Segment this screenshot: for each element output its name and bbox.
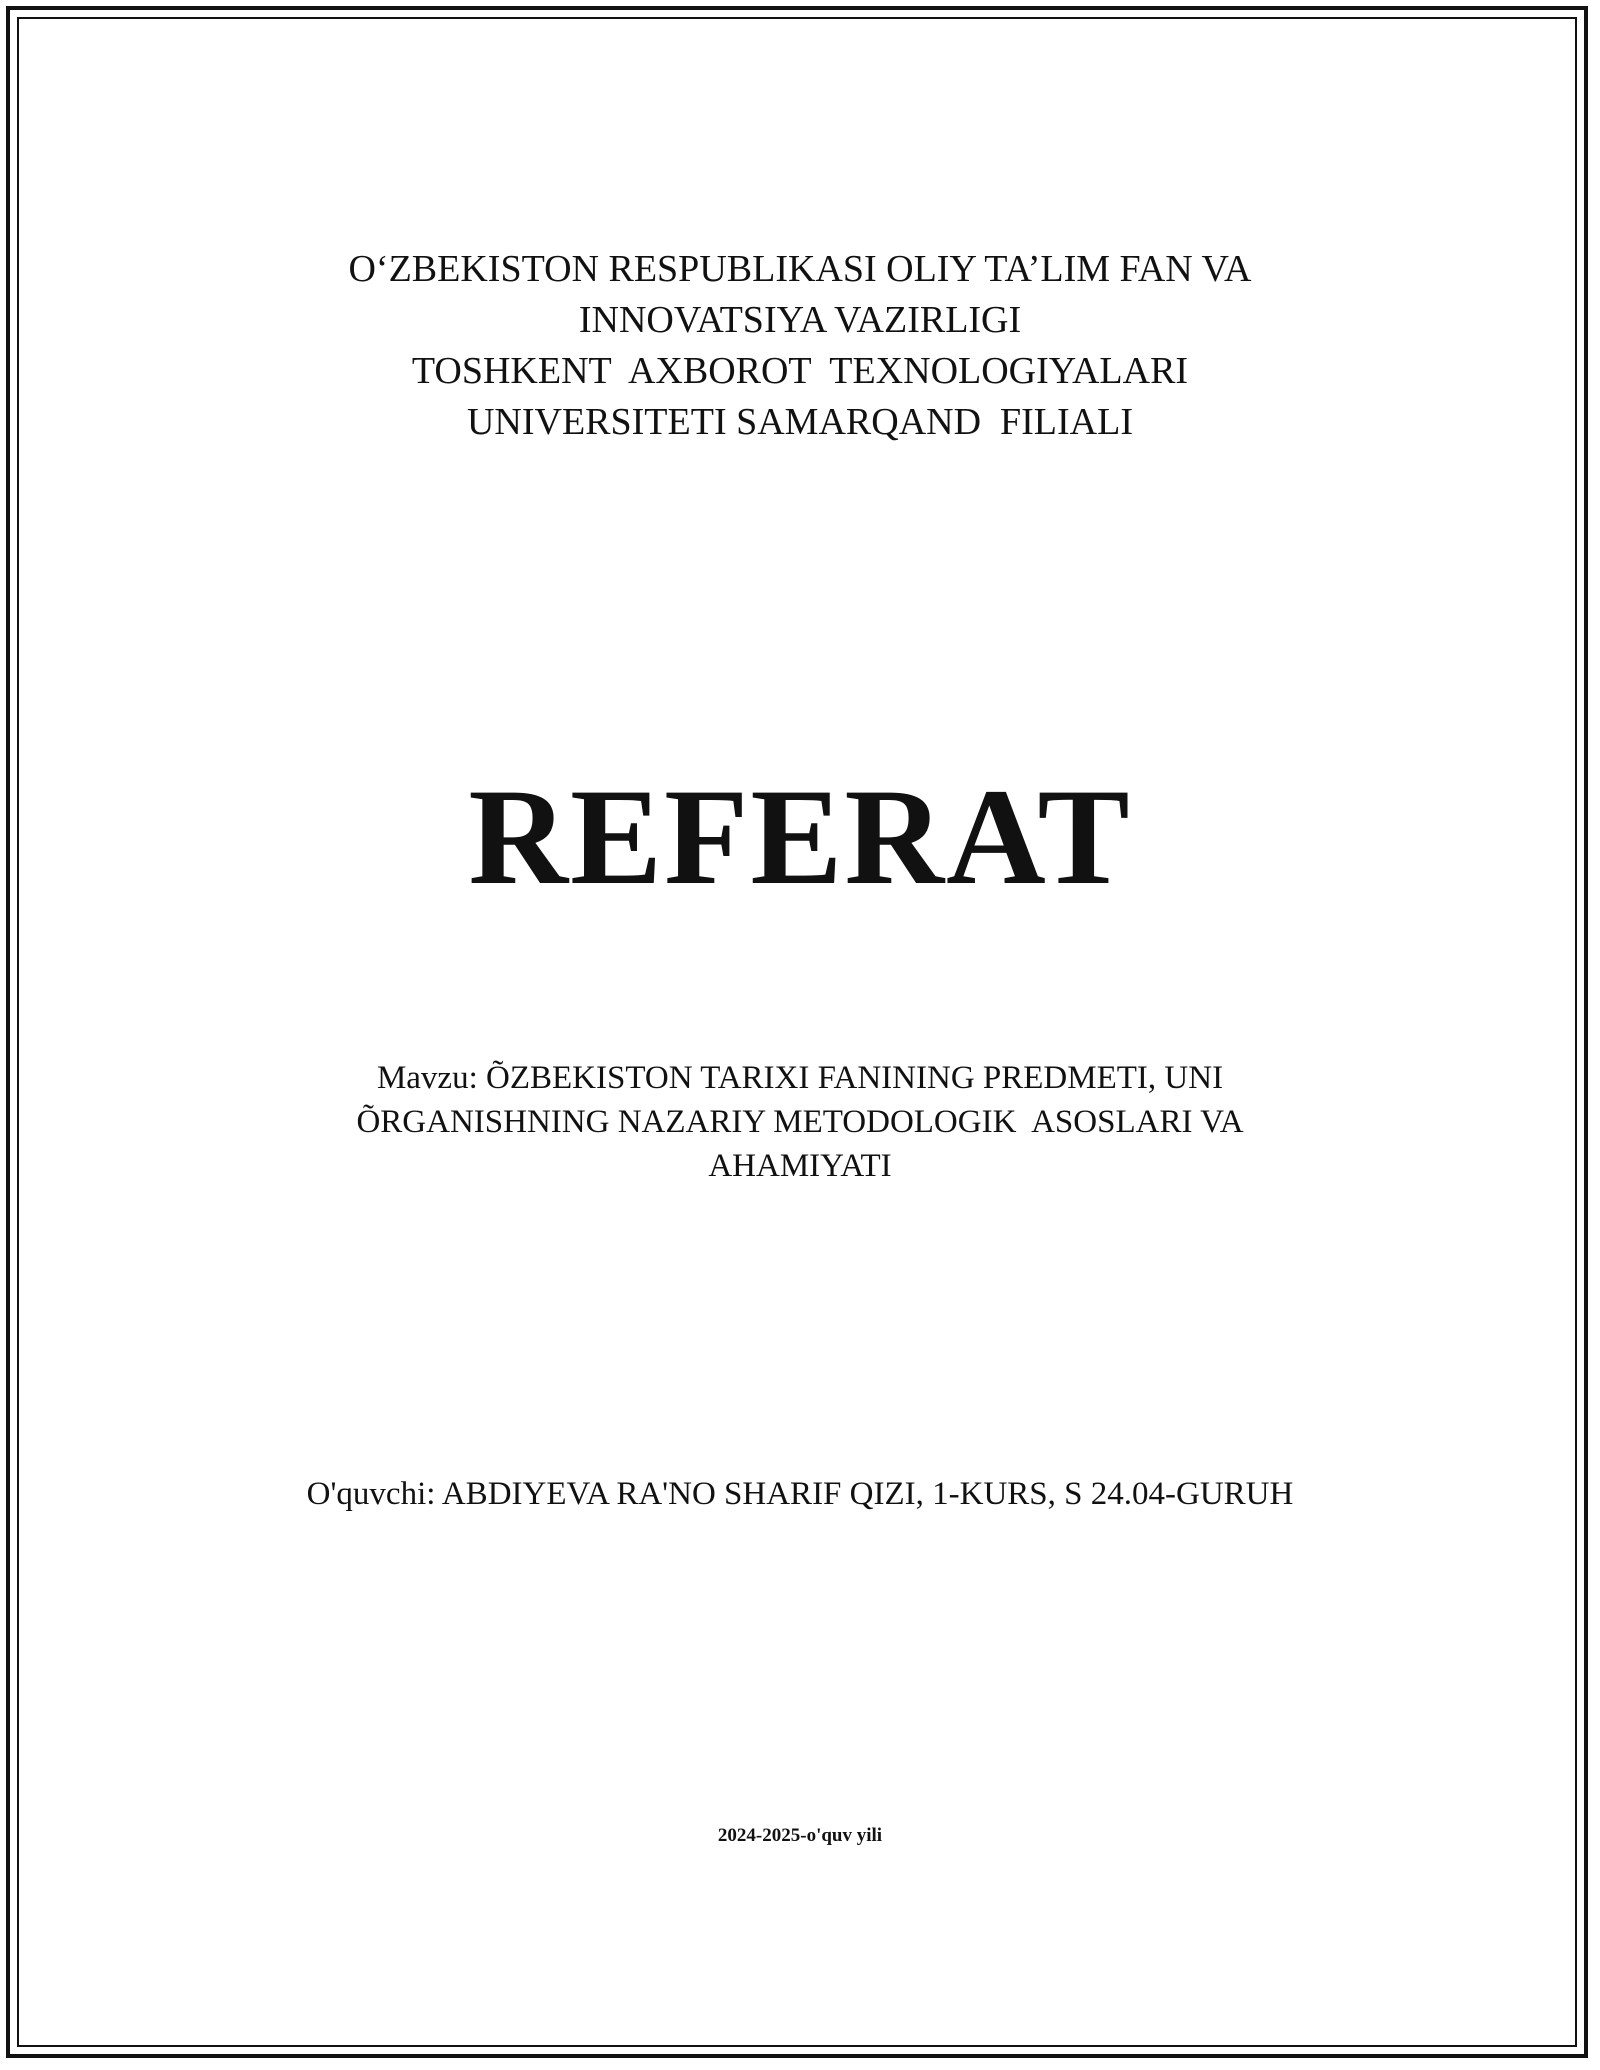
student-info: O'quvchi: ABDIYEVA RA'NO SHARIF QIZI, 1-KURS, S 24.04-GURUH <box>306 1476 1294 1512</box>
topic-line-3: AHAMIYATI <box>708 1148 892 1184</box>
header-line-2: INNOVATSIYA VAZIRLIGI <box>578 299 1022 341</box>
ministry-header <box>0 244 1600 448</box>
topic-line-1: Mavzu: ÕZBEKISTON TARIXI FANINING PREDMETI, UNI <box>376 1060 1224 1096</box>
academic-year: 2024-2025-o'quv yili <box>717 1825 883 1846</box>
document-title: REFERAT <box>468 760 1132 913</box>
header-line-3: TOSHKENT AXBOROT TEXNOLOGIYALARI <box>411 350 1189 392</box>
topic-block <box>0 1056 1600 1188</box>
topic-line-2: ÕRGANISHNING NAZARIY METODOLOGIK ASOSLARI VA <box>356 1104 1244 1140</box>
header-line-1: O‘ZBEKISTON RESPUBLIKASI OLIY TA’LIM FAN VA <box>348 248 1252 290</box>
header-line-4: UNIVERSITETI SAMARQAND FILIALI <box>466 401 1133 443</box>
